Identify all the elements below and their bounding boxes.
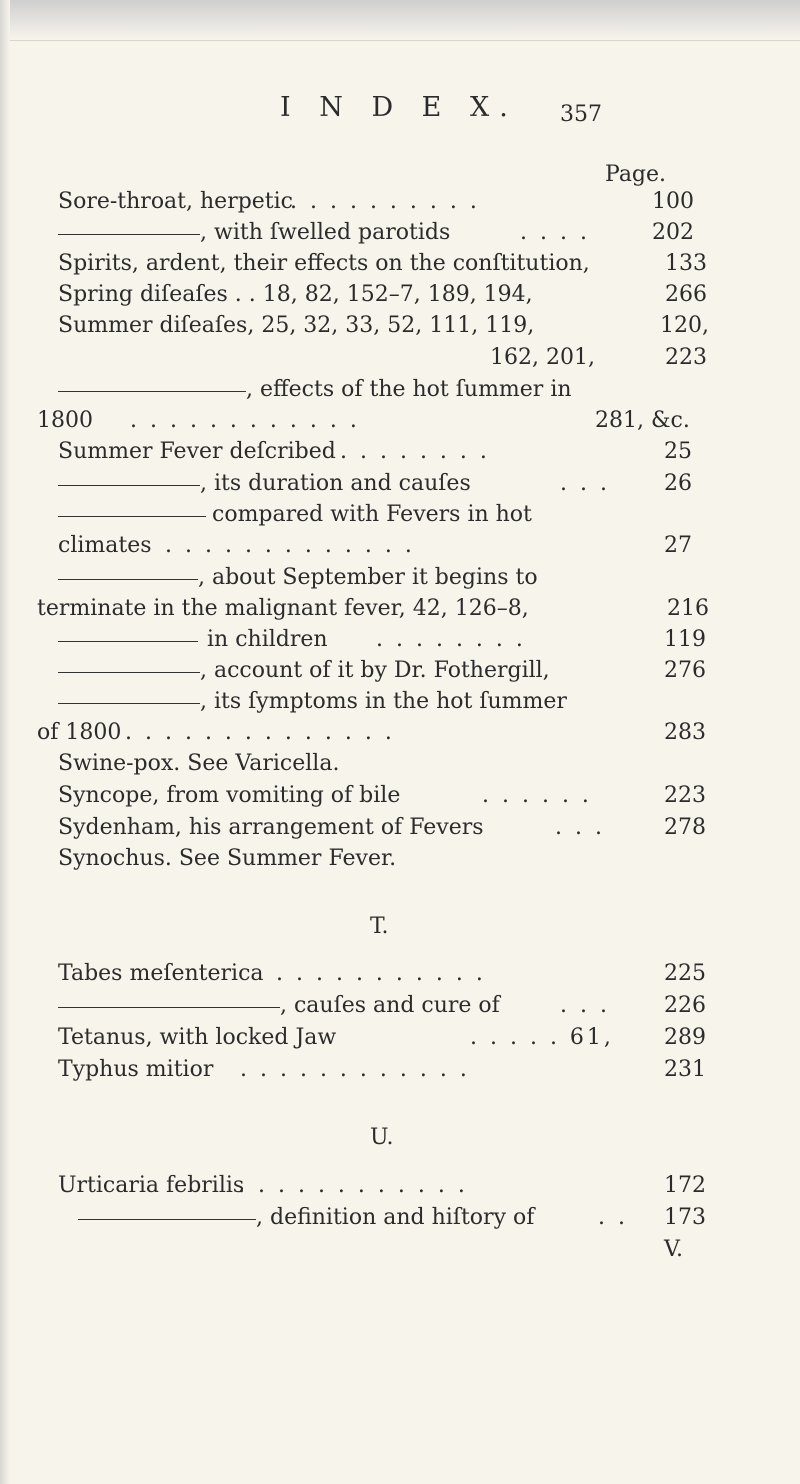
index-entry (0, 248, 800, 280)
entry-text: , definition and hiſtory of (256, 1205, 535, 1230)
section-heading-u: U. (370, 1125, 394, 1150)
entry-leader: . . . (555, 815, 605, 840)
entry-text: Tetanus, with locked Jaw (58, 1025, 337, 1050)
entry-text: Typhus mitior (58, 1057, 214, 1082)
ditto-dash (58, 703, 200, 704)
index-entry (0, 1202, 800, 1234)
page-column-label: Page. (605, 162, 667, 187)
ditto-dash (58, 641, 198, 642)
index-entry (0, 717, 800, 749)
section-heading-t: T. (370, 914, 389, 939)
ditto-dash (58, 485, 200, 486)
entry-leader: . . . . . . . . . . (290, 189, 480, 214)
ditto-dash (58, 579, 198, 580)
index-entry (0, 186, 800, 218)
entry-leader: . . . (560, 993, 610, 1018)
entry-pages: 173 (664, 1205, 706, 1230)
entry-text: Summer diſeaſes, 25, 32, 33, 52, 111, 119, (58, 313, 535, 338)
entry-pages: 27 (664, 533, 692, 558)
entry-text: , its ſymptoms in the hot ſummer (200, 689, 567, 714)
ditto-dash (58, 672, 200, 673)
entry-text: Urticaria febrilis (58, 1173, 245, 1198)
entry-text: Syncope, from vomiting of bile (58, 783, 401, 808)
entry-pages: 26 (664, 471, 692, 496)
entry-text: compared with Fevers in hot (212, 502, 532, 527)
index-entry (0, 990, 800, 1022)
entry-text: , account of it by Dr. Fothergill, (200, 658, 550, 683)
entry-pages: 276 (664, 658, 706, 683)
entry-pages: 120, (660, 313, 709, 338)
entry-pages: 226 (664, 993, 706, 1018)
index-entry (0, 436, 800, 468)
entry-pages: 172 (664, 1173, 706, 1198)
entry-text: , about September it begins to (198, 565, 538, 590)
entry-text: , cauſes and cure of (280, 993, 500, 1018)
ditto-dash (58, 516, 206, 517)
index-entry (0, 812, 800, 844)
index-entry (0, 958, 800, 990)
entry-text: climates (58, 533, 152, 558)
entry-text: Sore-throat, herpetic (58, 189, 294, 214)
entry-pages: 216 (667, 596, 709, 621)
entry-pages: 223 (664, 783, 706, 808)
entry-pages: 281, &c. (595, 408, 690, 433)
catchword: V. (664, 1237, 684, 1262)
index-entry (0, 217, 800, 249)
index-entry (0, 624, 800, 656)
entry-leader: . . . (560, 471, 610, 496)
entry-text: 1800 (37, 408, 93, 433)
entry-text: Spring diſeaſes . . 18, 82, 152–7, 189, 194, (58, 282, 533, 307)
entry-leader: . . (598, 1205, 628, 1230)
index-entry (0, 748, 800, 780)
entry-pages: 202 (652, 220, 694, 245)
entry-pages: 283 (664, 720, 706, 745)
ditto-dash (58, 234, 200, 235)
entry-text: 162, 201, (490, 345, 595, 370)
page-number: 357 (560, 102, 602, 127)
index-entry (0, 843, 800, 875)
entry-pages: 100 (652, 189, 694, 214)
entry-leader: . . . . . . . . (376, 627, 526, 652)
ditto-dash (78, 1219, 256, 1220)
index-entry (0, 342, 800, 374)
index-entry (0, 405, 800, 437)
index-entry (0, 1170, 800, 1202)
index-entry (0, 530, 800, 562)
entry-text: Tabes meſenterica (58, 961, 264, 986)
index-entry (0, 1054, 800, 1086)
entry-pages: 231 (664, 1057, 706, 1082)
entry-leader: . . . . . . . . . . . . (240, 1057, 470, 1082)
index-entry (0, 279, 800, 311)
index-entry (0, 468, 800, 500)
entry-text: Summer Fever deſcribed (58, 439, 336, 464)
entry-pages: 225 (664, 961, 706, 986)
running-head: I N D E X. (280, 92, 518, 123)
entry-text: , its duration and cauſes (200, 471, 471, 496)
entry-pages: 278 (664, 815, 706, 840)
index-entry (0, 780, 800, 812)
entry-leader: . . . . . . (482, 783, 592, 808)
entry-leader: . . . . . . . . (340, 439, 490, 464)
page-top-edge (0, 0, 800, 41)
entry-text: , with ſwelled parotids (200, 220, 451, 245)
entry-text: Swine-pox. See Varicella. (58, 751, 340, 776)
entry-leader: . . . . . . . . . . . . . (165, 533, 415, 558)
entry-text: , effects of the hot ſummer in (246, 377, 572, 402)
ditto-dash (58, 391, 246, 392)
index-entry (0, 374, 800, 406)
entry-leader: . . . . . . . . . . . . (130, 408, 360, 433)
entry-leader: . . . . . . . . . . . . . . (125, 720, 395, 745)
entry-pages: 133 (665, 251, 707, 276)
entry-text: of 1800 (37, 720, 122, 745)
entry-pages: 223 (665, 345, 707, 370)
entry-leader: . . . . (520, 220, 590, 245)
entry-text: Synochus. See Summer Fever. (58, 846, 397, 871)
entry-text: terminate in the malignant fever, 42, 126–8, (37, 596, 529, 621)
ditto-dash (58, 1007, 280, 1008)
entry-pages: 119 (664, 627, 706, 652)
entry-leader: . . . . . . . . . . . (276, 961, 486, 986)
entry-pages: 25 (664, 439, 692, 464)
index-entry (0, 686, 800, 718)
index-entry (0, 593, 800, 625)
entry-leader: . . . . . . . . . . . . (238, 1173, 468, 1198)
entry-pages: 266 (665, 282, 707, 307)
page-header (0, 92, 800, 132)
entry-text: Spirits, ardent, their effects on the conſtitution, (58, 251, 590, 276)
index-entry (0, 562, 800, 594)
entry-text: in children (207, 627, 328, 652)
entry-text: Sydenham, his arrangement of Fevers (58, 815, 484, 840)
index-entry (0, 310, 800, 342)
entry-leader: . . . . . 61, (470, 1025, 614, 1050)
index-entry (0, 499, 800, 531)
index-entry (0, 1022, 800, 1054)
entry-pages: 289 (664, 1025, 706, 1050)
index-entry (0, 655, 800, 687)
